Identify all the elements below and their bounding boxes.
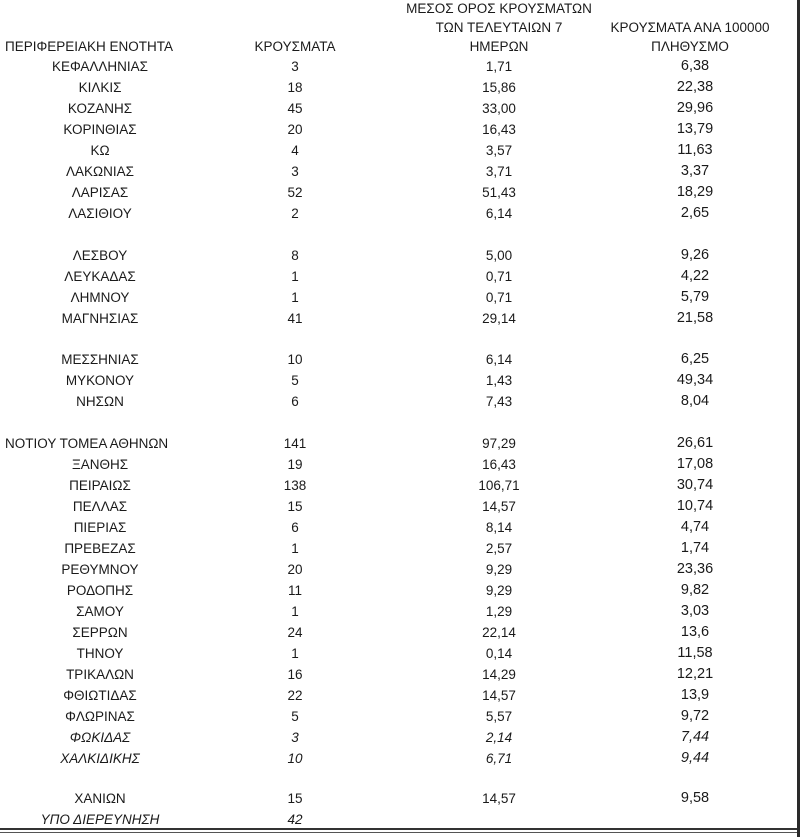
average-cell: 14,57	[482, 791, 516, 806]
region-cell: ΧΑΝΙΩΝ	[74, 791, 126, 806]
table-row	[0, 517, 800, 538]
cases-cell: 4	[291, 143, 299, 158]
average-cell: 7,43	[485, 394, 513, 409]
region-cell: ΠΙΕΡΙΑΣ	[73, 520, 127, 535]
average-cell: 9,29	[485, 583, 513, 598]
average-cell: 106,71	[478, 478, 520, 493]
average-cell: 0,71	[485, 290, 513, 305]
average-cell: 16,43	[482, 457, 516, 472]
region-cell: ΦΩΚΙΔΑΣ	[69, 730, 131, 745]
per-100000-cell: 9,82	[680, 582, 710, 598]
average-cell: 8,14	[485, 520, 513, 535]
header-cases-per-100000	[590, 18, 790, 56]
table-row	[0, 706, 800, 727]
average-cell: 22,14	[482, 625, 516, 640]
region-cell: ΛΑΡΙΣΑΣ	[71, 185, 129, 200]
cases-cell: 1	[291, 541, 299, 556]
bottom-divider-thin	[0, 832, 800, 833]
cases-cell: 42	[287, 812, 303, 827]
cases-cell: 41	[287, 311, 303, 326]
per-100000-cell: 7,44	[680, 729, 710, 745]
header-region	[5, 37, 173, 56]
per-100000-cell: 5,79	[680, 289, 710, 305]
table-row	[0, 308, 800, 329]
cases-cell: 1	[291, 604, 299, 619]
average-cell: 5,00	[485, 248, 513, 263]
table-row	[0, 664, 800, 685]
table-row	[0, 496, 800, 517]
per-100000-cell: 18,29	[676, 184, 714, 200]
cases-cell: 5	[291, 373, 299, 388]
per-100000-cell: 13,9	[680, 687, 710, 703]
header-cases-label: ΚΡΟΥΣΜΑΤΑ	[254, 39, 336, 54]
average-cell: 97,29	[482, 436, 516, 451]
average-cell: 33,00	[482, 101, 516, 116]
average-cell: 3,57	[485, 143, 513, 158]
table-row	[0, 559, 800, 580]
table-row	[0, 98, 800, 119]
table-row	[0, 433, 800, 454]
region-cell: ΣΑΜΟΥ	[76, 604, 124, 619]
region-cell: ΛΑΣΙΘΙΟΥ	[68, 206, 132, 221]
region-cell: ΛΑΚΩΝΙΑΣ	[66, 164, 134, 179]
average-cell: 14,57	[482, 499, 516, 514]
average-cell: 29,14	[482, 311, 516, 326]
region-cell: ΠΡΕΒΕΖΑΣ	[64, 541, 136, 556]
table-row	[0, 685, 800, 706]
cases-cell: 6	[291, 520, 299, 535]
cases-cell: 10	[287, 352, 303, 367]
table-row	[0, 161, 800, 182]
table-row	[0, 140, 800, 161]
cases-cell: 22	[287, 688, 303, 703]
average-cell: 1,71	[485, 59, 513, 74]
region-cell: ΣΕΡΡΩΝ	[72, 625, 128, 640]
per-100000-cell: 2,65	[680, 205, 710, 221]
bottom-divider	[0, 828, 800, 830]
per-100000-cell: 11,63	[677, 142, 713, 158]
per-100000-cell: 26,61	[676, 435, 714, 451]
per-100000-cell: 6,25	[680, 351, 710, 367]
per-100000-cell: 3,03	[680, 603, 710, 619]
per-100000-cell: 9,44	[680, 750, 710, 766]
average-cell: 16,43	[482, 122, 516, 137]
cases-cell: 5	[291, 709, 299, 724]
header-region-label: ΠΕΡΙΦΕΡΕΙΑΚΗ ΕΝΟΤΗΤΑ	[5, 39, 174, 54]
average-cell: 51,43	[482, 185, 516, 200]
header-cases	[240, 37, 350, 56]
table-row	[0, 809, 800, 830]
per-100000-cell: 21,58	[676, 310, 714, 326]
table-row	[0, 182, 800, 203]
cases-cell: 138	[283, 478, 307, 493]
per-100000-cell: 3,37	[680, 163, 710, 179]
table-row	[0, 748, 800, 769]
average-cell: 3,71	[485, 164, 513, 179]
table-row	[0, 580, 800, 601]
table-row	[0, 601, 800, 622]
region-cell: ΛΗΜΝΟΥ	[70, 290, 130, 305]
region-cell: ΧΑΛΚΙΔΙΚΗΣ	[60, 751, 140, 766]
cases-cell: 1	[291, 646, 299, 661]
per-100000-cell: 29,96	[676, 100, 714, 116]
average-cell: 6,14	[485, 352, 513, 367]
cases-cell: 15	[287, 791, 303, 806]
region-cell: ΥΠΟ ΔΙΕΡΕΥΝΗΣΗ	[40, 812, 160, 827]
region-cell: ΦΛΩΡΙΝΑΣ	[65, 709, 135, 724]
cases-cell: 19	[287, 457, 303, 472]
table-row	[0, 538, 800, 559]
table-row	[0, 643, 800, 664]
header-avg-line-2: ΤΩΝ ΤΕΛΕΥΤΑΙΩΝ 7	[435, 20, 563, 35]
cases-cell: 20	[287, 562, 303, 577]
region-cell: ΝΗΣΩΝ	[76, 394, 124, 409]
table-row	[0, 454, 800, 475]
table-row	[0, 203, 800, 224]
table-row	[0, 119, 800, 140]
header-per-line-2: ΠΛΗΘΥΣΜΟ	[651, 39, 729, 54]
per-100000-cell: 17,08	[676, 456, 714, 472]
average-cell: 14,29	[482, 667, 516, 682]
region-cell: ΦΘΙΩΤΙΔΑΣ	[63, 688, 137, 703]
cases-cell: 16	[287, 667, 303, 682]
region-cell: ΚΙΛΚΙΣ	[78, 80, 122, 95]
per-100000-cell: 8,04	[680, 393, 710, 409]
cases-cell: 6	[291, 394, 299, 409]
average-cell: 2,14	[485, 730, 513, 745]
cases-cell: 1	[291, 290, 299, 305]
per-100000-cell: 23,36	[676, 561, 714, 577]
average-cell: 6,71	[485, 751, 513, 766]
cases-cell: 24	[287, 625, 303, 640]
per-100000-cell: 13,79	[676, 121, 714, 137]
per-100000-cell: 49,34	[676, 372, 714, 388]
region-cell: ΝΟΤΙΟΥ ΤΟΜΕΑ ΑΘΗΝΩΝ	[5, 436, 169, 451]
region-cell: ΜΑΓΝΗΣΙΑΣ	[61, 311, 139, 326]
cases-cell: 8	[291, 248, 299, 263]
table-row	[0, 622, 800, 643]
per-100000-cell: 4,22	[680, 268, 710, 284]
table-row	[0, 475, 800, 496]
table-row	[0, 391, 800, 412]
table-row	[0, 287, 800, 308]
region-cell: ΠΕΛΛΑΣ	[72, 499, 128, 514]
average-cell: 6,14	[485, 206, 513, 221]
region-cell: ΚΟΡΙΝΘΙΑΣ	[63, 122, 137, 137]
region-cell: ΞΑΝΘΗΣ	[71, 457, 129, 472]
table-row	[0, 245, 800, 266]
per-100000-cell: 9,72	[680, 708, 710, 724]
per-100000-cell: 12,21	[676, 666, 714, 682]
table-row	[0, 370, 800, 391]
region-cell: ΤΗΝΟΥ	[76, 646, 124, 661]
header-avg-line-3: ΗΜΕΡΩΝ	[469, 39, 529, 54]
per-100000-cell: 4,74	[680, 519, 710, 535]
cases-cell: 45	[287, 101, 303, 116]
per-100000-cell: 30,74	[676, 477, 714, 493]
region-cell: ΠΕΙΡΑΙΩΣ	[69, 478, 131, 493]
table-row	[0, 266, 800, 287]
cases-cell: 141	[283, 436, 307, 451]
cases-cell: 3	[291, 730, 299, 745]
region-cell: ΚΩ	[90, 143, 110, 158]
average-cell: 1,43	[485, 373, 513, 388]
header-avg-line-1: ΜΕΣΟΣ ΟΡΟΣ ΚΡΟΥΣΜΑΤΩΝ	[406, 1, 592, 16]
cases-cell: 1	[291, 269, 299, 284]
cases-cell: 3	[291, 59, 299, 74]
average-cell: 9,29	[485, 562, 513, 577]
region-cell: ΤΡΙΚΑΛΩΝ	[66, 667, 134, 682]
cases-cell: 15	[287, 499, 303, 514]
cases-cell: 10	[287, 751, 303, 766]
cases-cell: 20	[287, 122, 303, 137]
cases-cell: 2	[291, 206, 299, 221]
region-cell: ΛΕΥΚΑΔΑΣ	[64, 269, 136, 284]
average-cell: 5,57	[485, 709, 513, 724]
per-100000-cell: 9,26	[680, 247, 710, 263]
average-cell: 1,29	[485, 604, 513, 619]
average-cell: 14,57	[482, 688, 516, 703]
header-seven-day-average	[404, 0, 594, 56]
per-100000-cell: 11,58	[677, 645, 713, 661]
cases-cell: 3	[291, 164, 299, 179]
table-row	[0, 788, 800, 809]
average-cell: 2,57	[485, 541, 513, 556]
region-cell: ΚΟΖΑΝΗΣ	[67, 101, 133, 116]
average-cell: 0,14	[485, 646, 513, 661]
header-per-line-1: ΚΡΟΥΣΜΑΤΑ ΑΝΑ 100000	[610, 20, 770, 35]
average-cell: 15,86	[482, 80, 516, 95]
per-100000-cell: 10,74	[676, 498, 714, 514]
region-cell: ΜΕΣΣΗΝΙΑΣ	[61, 352, 139, 367]
table-row	[0, 727, 800, 748]
per-100000-cell: 1,74	[680, 540, 710, 556]
table-row	[0, 349, 800, 370]
cases-cell: 52	[287, 185, 303, 200]
region-cell: ΛΕΣΒΟΥ	[72, 248, 128, 263]
average-cell: 0,71	[485, 269, 513, 284]
per-100000-cell: 13,6	[680, 624, 710, 640]
region-cell: ΡΟΔΟΠΗΣ	[66, 583, 134, 598]
cases-cell: 11	[287, 583, 302, 598]
per-100000-cell: 9,58	[680, 790, 710, 806]
table-row	[0, 56, 800, 77]
table-row	[0, 77, 800, 98]
cases-cell: 18	[287, 80, 303, 95]
per-100000-cell: 22,38	[676, 79, 714, 95]
region-cell: ΜΥΚΟΝΟΥ	[65, 373, 135, 388]
region-cell: ΚΕΦΑΛΛΗΝΙΑΣ	[51, 59, 149, 74]
region-cell: ΡΕΘΥΜΝΟΥ	[61, 562, 139, 577]
per-100000-cell: 6,38	[680, 58, 710, 74]
